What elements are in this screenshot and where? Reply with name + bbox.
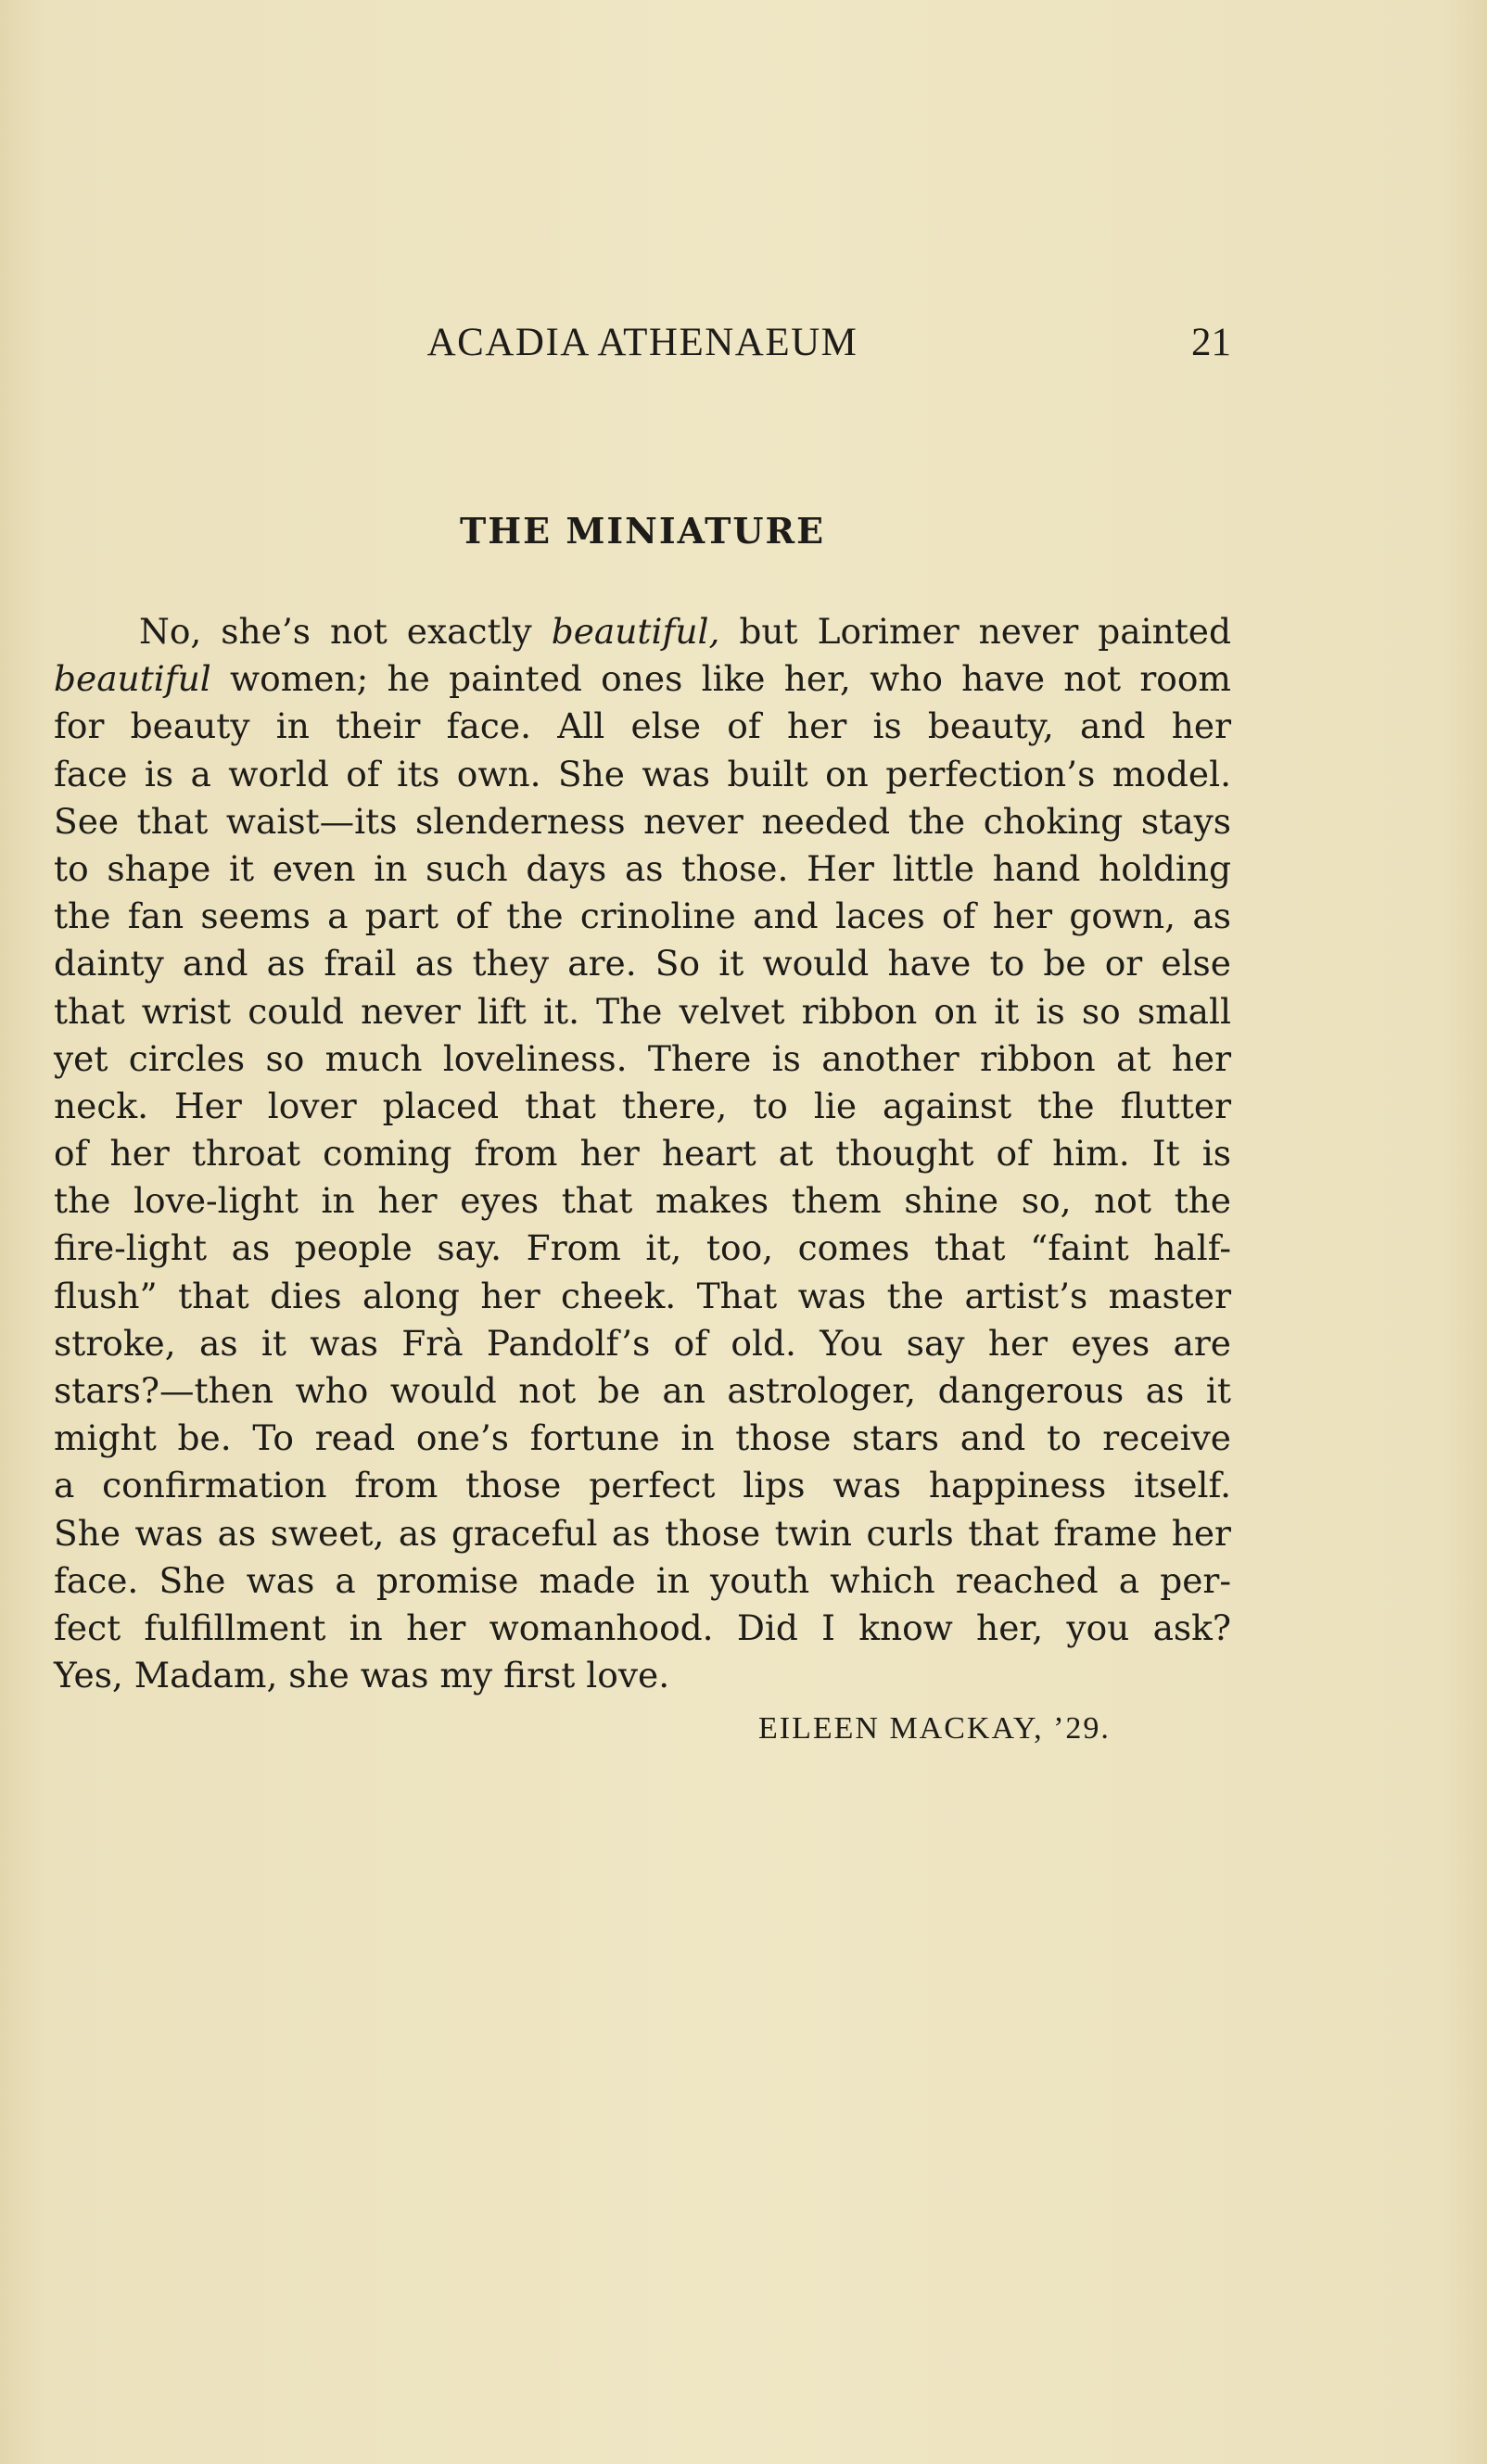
text-line — [54, 608, 1231, 655]
text-line — [54, 655, 1231, 703]
text-line — [54, 988, 1231, 1035]
text-segment: face. She was a promise made in youth which reached a per- — [54, 1559, 1231, 1601]
text-line — [54, 1083, 1231, 1130]
text-line — [54, 1367, 1231, 1415]
text-segment: might be. To read one’s fortune in those stars and to receive — [54, 1417, 1231, 1459]
article-title: THE MINIATURE — [459, 510, 826, 552]
text-line — [54, 1557, 1231, 1605]
text-segment: for beauty in their face. All else of her is beauty, and her — [54, 705, 1231, 747]
text-line — [54, 845, 1231, 893]
article-body — [54, 608, 1231, 1699]
text-segment: to shape it even in such days as those. Her little hand holding — [54, 847, 1231, 889]
text-line — [54, 1605, 1231, 1652]
text-segment: neck. Her lover placed that there, to lie against the flutter — [54, 1085, 1231, 1126]
text-line — [54, 1035, 1231, 1083]
text-segment: the love-light in her eyes that makes them shine so, not the — [54, 1180, 1231, 1222]
text-line — [54, 751, 1231, 798]
text-segment: flush” that dies along her cheek. That was the artist’s master — [54, 1275, 1231, 1316]
text-segment: that wrist could never lift it. The velvet ribbon on it is so small — [54, 990, 1231, 1032]
italic-text: beautiful, — [551, 611, 720, 652]
text-segment: stars?—then who would not be an astrologer, dangerous as it — [54, 1370, 1231, 1411]
text-segment: stroke, as it was Frà Pandolf’s of old. You say her eyes are — [54, 1322, 1231, 1364]
text-segment: fect fulfillment in her womanhood. Did I know her, you ask? — [54, 1607, 1231, 1648]
text-line — [54, 703, 1231, 750]
author-byline: EILEEN MACKAY, ’29. — [758, 1711, 1111, 1746]
text-line — [54, 1177, 1231, 1225]
text-line — [54, 1510, 1231, 1557]
running-title: ACADIA ATHENAEUM — [426, 321, 858, 364]
text-segment: She was as sweet, as graceful as those twin curls that frame her — [54, 1512, 1231, 1554]
italic-text: beautiful — [54, 658, 211, 700]
text-segment: Yes, Madam, she was my first love. — [54, 1655, 670, 1696]
text-segment: yet circles so much loveliness. There is another ribbon at her — [54, 1037, 1231, 1079]
text-line — [54, 1462, 1231, 1509]
text-segment: women; he painted ones like her, who have not room — [210, 658, 1231, 700]
text-segment: No, she’s not exactly — [139, 611, 552, 652]
text-line — [54, 1320, 1231, 1367]
text-line — [54, 1273, 1231, 1320]
text-line — [54, 940, 1231, 987]
text-line — [54, 893, 1231, 940]
page-number: 21 — [1191, 321, 1231, 364]
text-line — [54, 1130, 1231, 1177]
text-segment: face is a world of its own. She was built on perfection’s model. — [54, 753, 1231, 794]
text-line — [54, 1652, 1231, 1699]
text-line — [54, 798, 1231, 845]
text-segment: but Lorimer never painted — [719, 611, 1231, 652]
text-line — [54, 1225, 1231, 1272]
text-segment: a confirmation from those perfect lips was happiness itself. — [54, 1465, 1231, 1506]
text-line — [54, 1415, 1231, 1462]
text-segment: of her throat coming from her heart at thought of him. It is — [54, 1133, 1231, 1175]
text-segment: fire-light as people say. From it, too, comes that “faint half- — [54, 1227, 1231, 1269]
text-segment: the fan seems a part of the crinoline and laces of her gown, as — [54, 895, 1231, 937]
text-segment: See that waist—its slenderness never needed the choking stays — [54, 800, 1231, 842]
running-head — [54, 315, 1231, 371]
text-segment: dainty and as frail as they are. So it would have to be or else — [54, 943, 1231, 984]
